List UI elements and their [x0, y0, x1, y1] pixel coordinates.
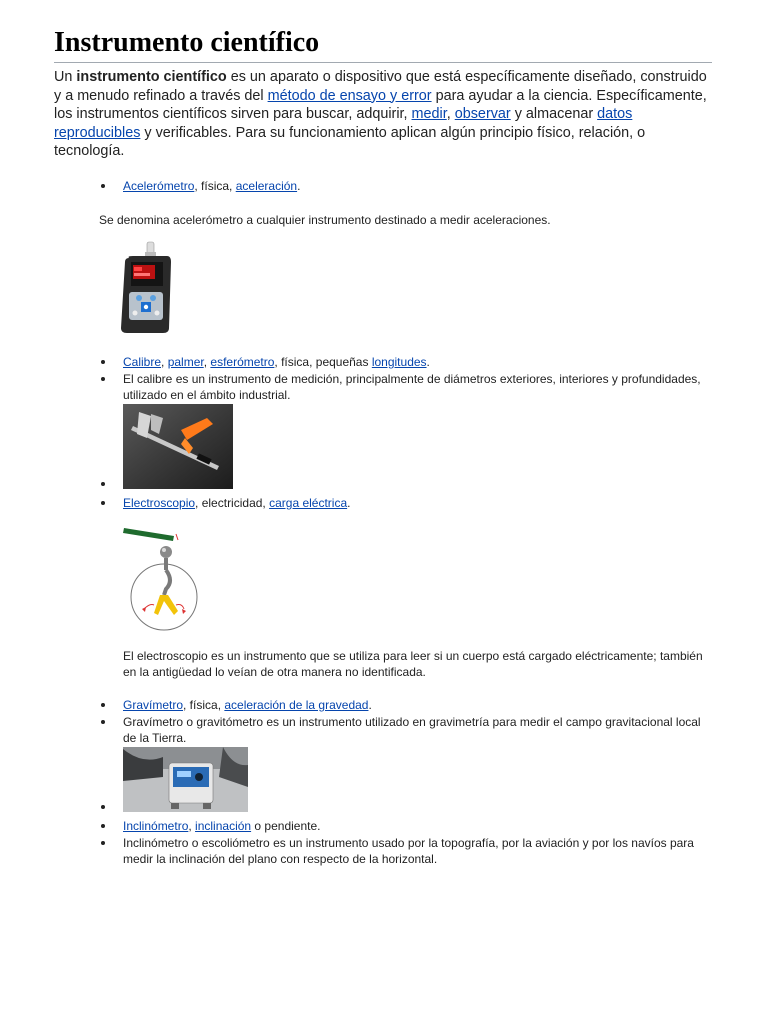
link-inclinometro[interactable]: Inclinómetro	[123, 819, 189, 833]
acelerometro-description: Se denomina acelerómetro a cualquier instrumento destinado a medir aceleraciones.	[99, 213, 551, 227]
electroscopio-description: El electroscopio es un instrumento que se utiliza para leer si un cuerpo está cargado eléctricamente; también en la antigüedad lo veían de otra manera no identificada.	[123, 649, 703, 679]
list-item-empty	[123, 476, 713, 490]
link-electroscopio[interactable]: Electroscopio	[123, 496, 196, 510]
link-medir[interactable]: medir	[411, 106, 447, 122]
link-metodo-ensayo-error[interactable]: método de ensayo y error	[267, 87, 432, 104]
list-item-inclinometro-description: Inclinómetro o escoliómetro es un instrumento usado por la topografía, por la aviación y por los navíos para medir la inclinación del plano con respecto de la horizontal.	[123, 835, 713, 867]
list-item-electroscopio: Electroscopio, electricidad, carga eléctrica.	[123, 495, 713, 511]
accelerometer-image	[99, 240, 187, 336]
list-item-empty-2	[123, 799, 713, 813]
list-item-calibre: Calibre, palmer, esferómetro, física, pequeñas longitudes.	[123, 354, 713, 370]
electroscope-diagram	[122, 525, 200, 633]
list-item-calibre-description: El calibre es un instrumento de medición, principalmente de diámetros exteriores, interiores y profundidades, utilizado en el ámbito industrial.	[123, 371, 713, 403]
link-calibre[interactable]: Calibre	[123, 355, 162, 369]
electroscope-image	[122, 525, 200, 633]
link-aceleracion[interactable]: aceleración	[235, 179, 298, 193]
link-acelerometro[interactable]: Acelerómetro	[123, 179, 195, 193]
list-item-acelerometro: Acelerómetro, física, aceleración.	[123, 178, 713, 194]
link-carga-electrica[interactable]: carga eléctrica	[269, 496, 348, 510]
list-item-inclinometro: Inclinómetro, inclinación o pendiente.	[123, 818, 713, 834]
intro-paragraph: Un instrumento científico es un aparato o dispositivo que está específicamente diseñado, construido y a menudo refinado a través del método de ensayo y error para ayudar a la ciencia. Específicamente, los instrumentos científicos sirven para buscar, adquirir, medir, observar y almacenar datos reproducibles y verificables. Para su funcionamiento aplican algún principio físico, relación, o tecnología.	[54, 69, 707, 159]
list-item-gravimetro-description: Gravímetro o gravitómetro es un instrumento utilizado en gravimetría para medir el campo gravitacional local de la Tierra.	[123, 714, 713, 746]
page-title: Instrumento científico	[54, 24, 712, 63]
accelerometer-illustration	[99, 240, 187, 336]
link-gravimetro[interactable]: Gravímetro	[123, 698, 184, 712]
link-aceleracion-gravedad[interactable]: aceleración de la gravedad	[224, 698, 369, 712]
link-palmer[interactable]: palmer	[167, 355, 204, 369]
link-observar[interactable]: observar	[454, 106, 511, 122]
list-item-gravimetro: Gravímetro, física, aceleración de la gravedad.	[123, 697, 713, 713]
link-inclinacion[interactable]: inclinación	[195, 819, 252, 833]
link-reproducibles[interactable]: reproducibles	[54, 124, 141, 141]
link-longitudes[interactable]: longitudes	[371, 355, 427, 369]
link-esferometro[interactable]: esferómetro	[210, 355, 275, 369]
link-datos[interactable]: datos	[597, 106, 633, 122]
intro-bold-term: instrumento científico	[76, 69, 227, 85]
